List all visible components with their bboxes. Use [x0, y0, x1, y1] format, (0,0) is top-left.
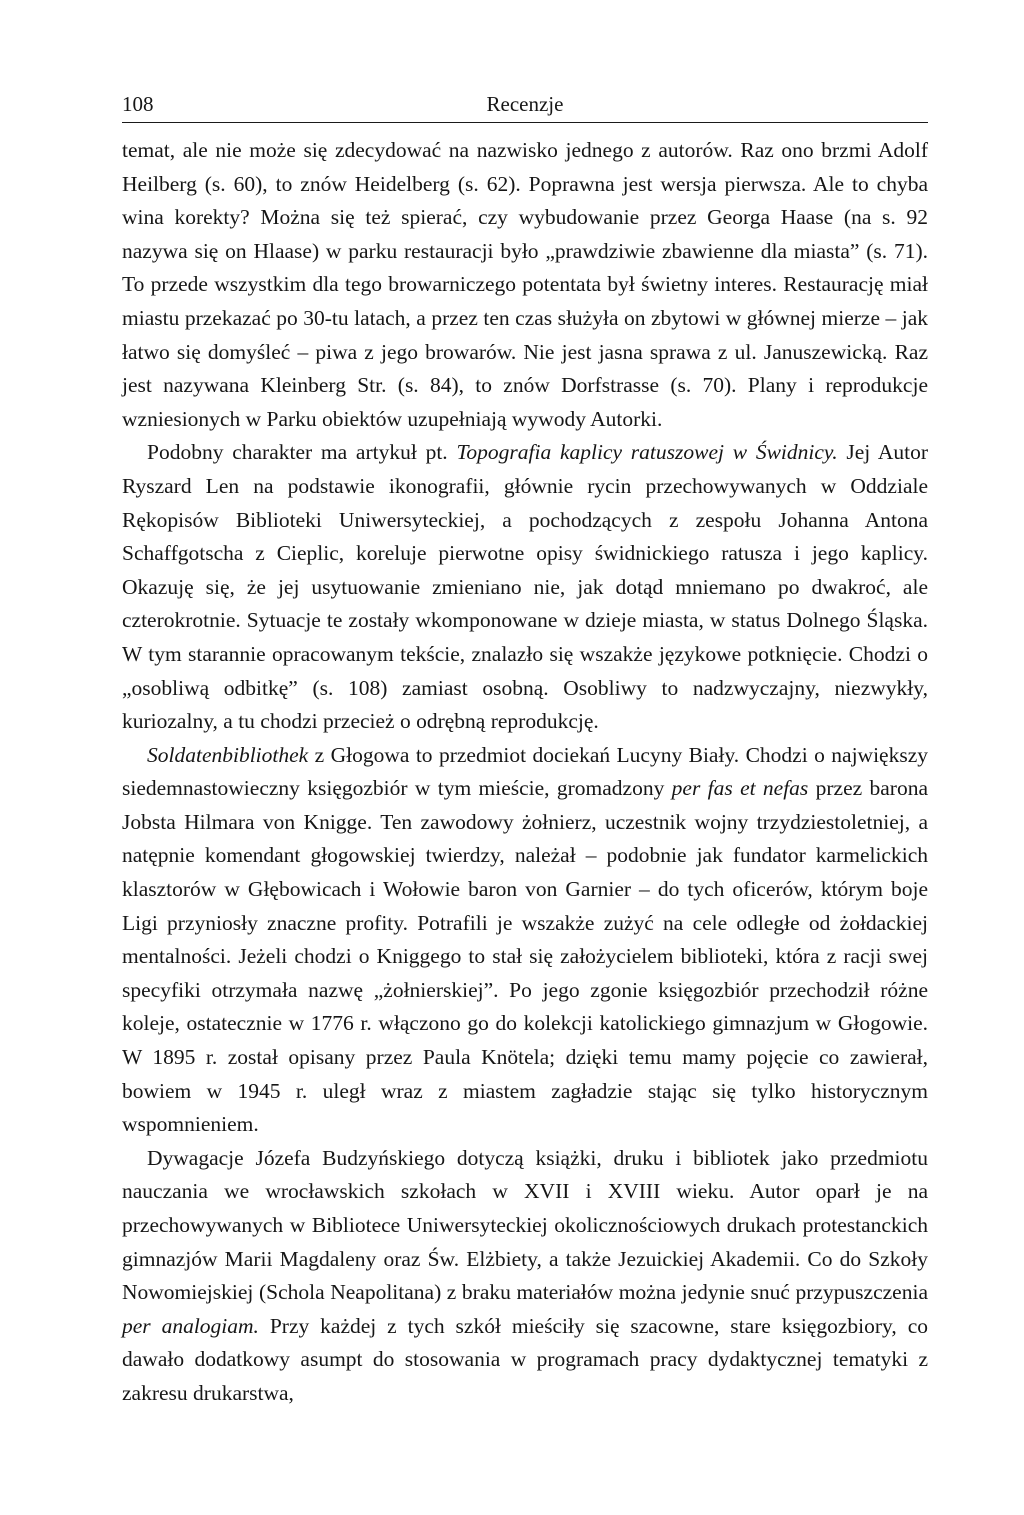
- page-header: [122, 88, 928, 123]
- text-run: temat, ale nie może się zdecydować na nazwisko jednego z autorów. Raz ono brzmi Adolf Heilberg (s. 60), to znów Heidelberg (s. 62). Poprawna jest wersja pierwsza. Ale to chyba wina korekty? Można się też spierać, czy wybudowanie przez Georga Haase (na s. 92 nazywa się on Hlaase) w parku restauracji było „prawdziwie zbawienne dla miasta” (s. 71). To przede wszystkim dla tego browarniczego potentata był świetny interes. Restaurację miał miastu przekazać po 30-tu latach, a przez ten czas służyła on zbytowi w głównej mierze – jak łatwo się domyśleć – piwa z jego browarów. Nie jest jasna sprawa z ul. Januszewicką. Raz jest nazywana Kleinberg Str. (s. 84), to znów Dorfstrasse (s. 70). Plany i reprodukcje wzniesionych w Parku obiektów uzupełniają wywody Autorki.: [122, 138, 928, 431]
- page-number: 108: [122, 92, 154, 116]
- italic-text-run: Topografia kaplicy ratuszowej w Świdnicy.: [456, 440, 838, 465]
- text-run: Dywagacje Józefa Budzyńskiego dotyczą książki, druku i bibliotek jako przedmiotu nauczania we wrocławskich szkołach w XVII i XVIII wieku. Autor oparł je na przechowywanych w Bibliotece Uniwersyteckiej okolicznościowych drukach protestanckich gimnazjów Marii Magdaleny oraz Św. Elżbiety, a także Jezuickiej Akademii. Co do Szkoły Nowomiejskiej (Schola Neapolitana) z braku materiałów można jedynie snuć przypuszczenia: [122, 1145, 928, 1305]
- italic-text-run: per fas et nefas: [671, 776, 809, 801]
- text-run: Jej Autor Ryszard Len na podstawie ikonografii, głównie rycin przechowywanych w Oddziale Rękopisów Biblioteki Uniwersyteckiej, a pochodzących z zespołu Johanna Antona Schaffgotscha z Cieplic, koreluje pierwotne opisy świdnickiego ratusza i jego kaplicy. Okazuję się, że jej usytuowanie zmieniano nie, jak dotąd mniemano po dwakroć, ale czterokrotnie. Sytuacje te zostały wkomponowane w dzieje miasta, w status Dolnego Śląska. W tym starannie opracowanym tekście, znalazło się wszakże językowe potknięcie. Chodzi o „osobliwą odbitkę” (s. 108) zamiast osobną. Osobliwy to nadzwyczajny, niezwykły, kuriozalny, a tu chodzi przecież o odrębną reprodukcję.: [122, 440, 928, 734]
- text-run: Podobny charakter ma artykuł pt.: [147, 440, 457, 465]
- paragraph-3: [122, 739, 928, 1142]
- paragraph-4: [122, 1142, 928, 1411]
- text-run: przez barona Jobsta Hilmara von Knigge. Ten zawodowy żołnierz, uczestnik wojny trzydziestoletniej, a natępnie komendant głogowskiej twierdzy, należał – podobnie jak fundator karmelickich klasztorów w Głębowicach i Wołowie baron von Garnier – do tych oficerów, którym boje Ligi przyniosły znaczne profity. Potrafili je wszakże zużyć na cele odległe od żołdackiej mentalności. Jeżeli chodzi o Kniggego to stał się założycielem biblioteki, która z racji swej specyfiki otrzymała nazwę „żołnierskiej”. Po jego zgonie księgozbiór przechodził różne koleje, ostatecznie w 1776 r. włączono go do kolekcji katolickiego gimnazjum w Głogowie. W 1895 r. został opisany przez Paula Knötela; dzięki temu mamy pojęcie co zawierał, bowiem w 1945 r. uległ wraz z miastem zagładzie stając się tylko historycznym wspomnieniem.: [122, 776, 928, 1137]
- text-run: z Głogowa to przedmiot dociekań Lucyny Biały. Chodzi o największy siedemnastowieczny księgozbiór w tym mieście, gromadzony: [122, 742, 928, 801]
- body-text: [122, 134, 928, 1411]
- book-page: [122, 88, 928, 1411]
- paragraph-2: [122, 436, 928, 738]
- running-head: Recenzje: [486, 92, 564, 116]
- paragraph-1: [122, 134, 928, 436]
- italic-text-run: per analogiam.: [122, 1313, 259, 1338]
- italic-text-run: Soldatenbibliothek: [147, 742, 309, 767]
- text-run: Przy każdej z tych szkół mieściły się szacowne, stare księgozbiory, co dawało dodatkowy asumpt do stosowania w programach pracy dydaktycznej tematyki z zakresu drukarstwa,: [122, 1313, 928, 1405]
